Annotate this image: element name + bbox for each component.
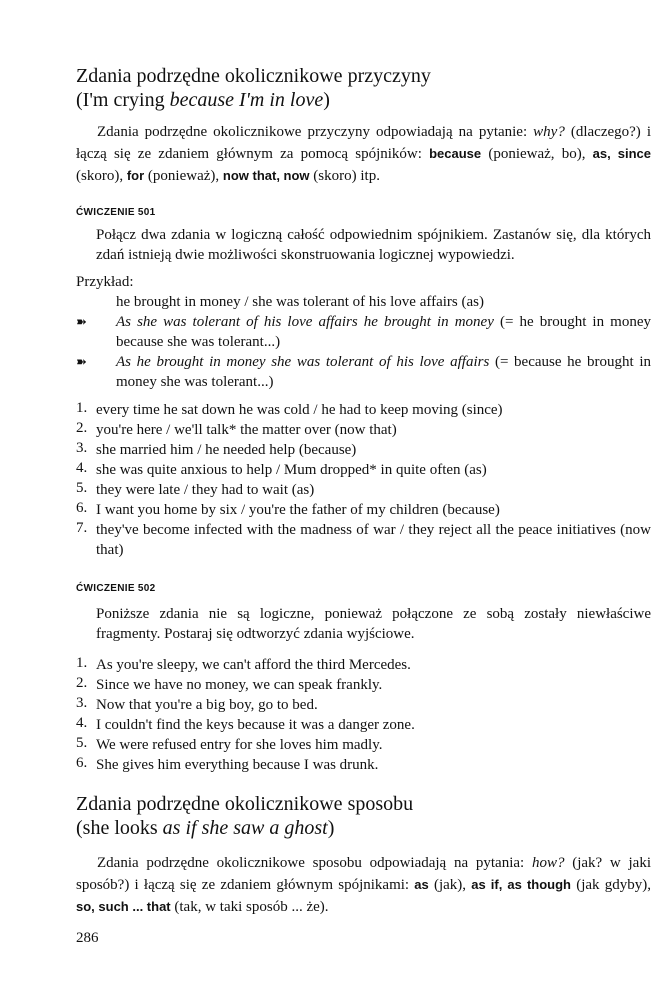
example-label: Przykład: [76,274,134,290]
item-number: 2. [76,420,88,436]
conjunction: so, such ... that [76,899,171,914]
list-item: I want you home by six / you're the father of my children (because) [96,502,500,518]
item-number: 7. [76,520,88,536]
list-item: As you're sleepy, we can't afford the third Mercedes. [96,657,411,673]
list-item: she married him / he needed help (because) [96,442,357,458]
subtitle-part: ) [327,817,335,839]
item-number: 4. [76,715,88,731]
list-item: you're here / we'll talk* the matter over (now that) [96,422,397,438]
item-number: 3. [76,695,88,711]
intro-paragraph-manner [76,853,651,918]
list-item: she was quite anxious to help / Mum dropped* in quite often (as) [96,462,487,478]
text: (ponieważ), [144,168,223,184]
exercise-heading-502: ĆWICZENIE 502 [76,583,156,594]
conjunction: as if, as though [471,877,571,892]
conjunction: as, since [592,146,651,161]
exercise-instruction-501: Połącz dwa zdania w logiczną całość odpowiednim spójnikiem. Zastanów się, dla których zdań istnieją dwie możliwości skonstruowania logicznej wypowiedzi. [96,227,651,263]
section-title-causal [76,64,431,88]
page-number: 286 [76,930,99,946]
text: Zdania podrzędne okolicznikowe przyczyny odpowiadają na pytanie: [97,124,534,140]
text: (tak, w taki sposób ... że). [170,899,329,915]
item-number: 5. [76,735,88,751]
list-item: every time he sat down he was cold / he had to keep moving (since) [96,402,503,418]
item-number: 4. [76,460,88,476]
text: Zdania podrzędne okolicznikowe sposobu odpowiadają na pytania: [97,855,532,871]
subtitle-part: ) [323,89,330,111]
example-answer-1 [116,312,651,352]
item-number: 1. [76,400,88,416]
text-italic: why? [533,124,565,140]
title-text: Zdania podrzędne okolicznikowe sposobu [76,793,414,815]
text: (jak gdyby), [570,877,651,893]
answer-italic: As he brought in money she was tolerant of his love affairs [116,354,490,370]
item-number: 3. [76,440,88,456]
item-number: 6. [76,755,88,771]
list-item: We were refused entry for she loves him madly. [96,737,383,753]
example-line: he brought in money / she was tolerant of his love affairs (as) [116,294,484,310]
conjunction: for [126,168,145,183]
intro-paragraph-causal [76,122,651,187]
item-number: 5. [76,480,88,496]
subtitle-part: (she looks [76,817,163,839]
section-title-manner [76,792,413,816]
list-item: Now that you're a big boy, go to bed. [96,697,318,713]
list-item: I couldn't find the keys because it was a danger zone. [96,717,415,733]
exercise-instruction-502: Poniższe zdania nie są logiczne, ponieważ połączone ze sobą zostały niewłaściwe fragmenty. Postaraj się odtworzyć zdania wyjściowe. [96,606,651,642]
pointing-hand-icon: ➽ [76,314,87,329]
subtitle-part: (I'm crying [76,89,170,111]
item-number: 2. [76,675,88,691]
answer-text: (= because he brought in money she was tolerant...) [116,354,651,390]
text: (ponieważ, bo), [481,146,593,162]
text: (dlaczego?) i łączą się ze zdaniem głównym za pomocą spójników: [76,124,651,162]
list-item: Since we have no money, we can speak frankly. [96,677,383,693]
conjunction: as [414,877,429,892]
list-item: they were late / they had to wait (as) [96,482,315,498]
text: (skoro), [76,168,127,184]
item-number: 6. [76,500,88,516]
list-item: She gives him everything because I was drunk. [96,757,379,773]
example-answer-2 [116,352,651,392]
conjunction: now that, now [222,168,310,183]
conjunction: because [429,146,482,161]
exercise-heading-501: ĆWICZENIE 501 [76,207,156,218]
item-number: 1. [76,655,88,671]
list-item: they've become infected with the madness of war / they reject all the peace initiatives (now that) [96,522,651,558]
text: (jak), [428,877,472,893]
pointing-hand-icon: ➽ [76,354,87,369]
answer-italic: As she was tolerant of his love affairs he brought in money [116,314,494,330]
text: (skoro) itp. [309,168,380,184]
answer-text: (= he brought in money because she was tolerant...) [116,314,651,350]
subtitle-italic: as if she saw a ghost [162,817,328,839]
subtitle-italic: because I'm in love [169,89,324,111]
text: (jak? w jaki sposób?) i łączą się ze zdaniem głównym spójnikami: [76,855,651,893]
section-subtitle-manner [76,816,334,840]
text-italic: how? [531,855,565,871]
section-subtitle-causal [76,88,330,112]
title-text: Zdania podrzędne okolicznikowe przyczyny [76,65,431,87]
